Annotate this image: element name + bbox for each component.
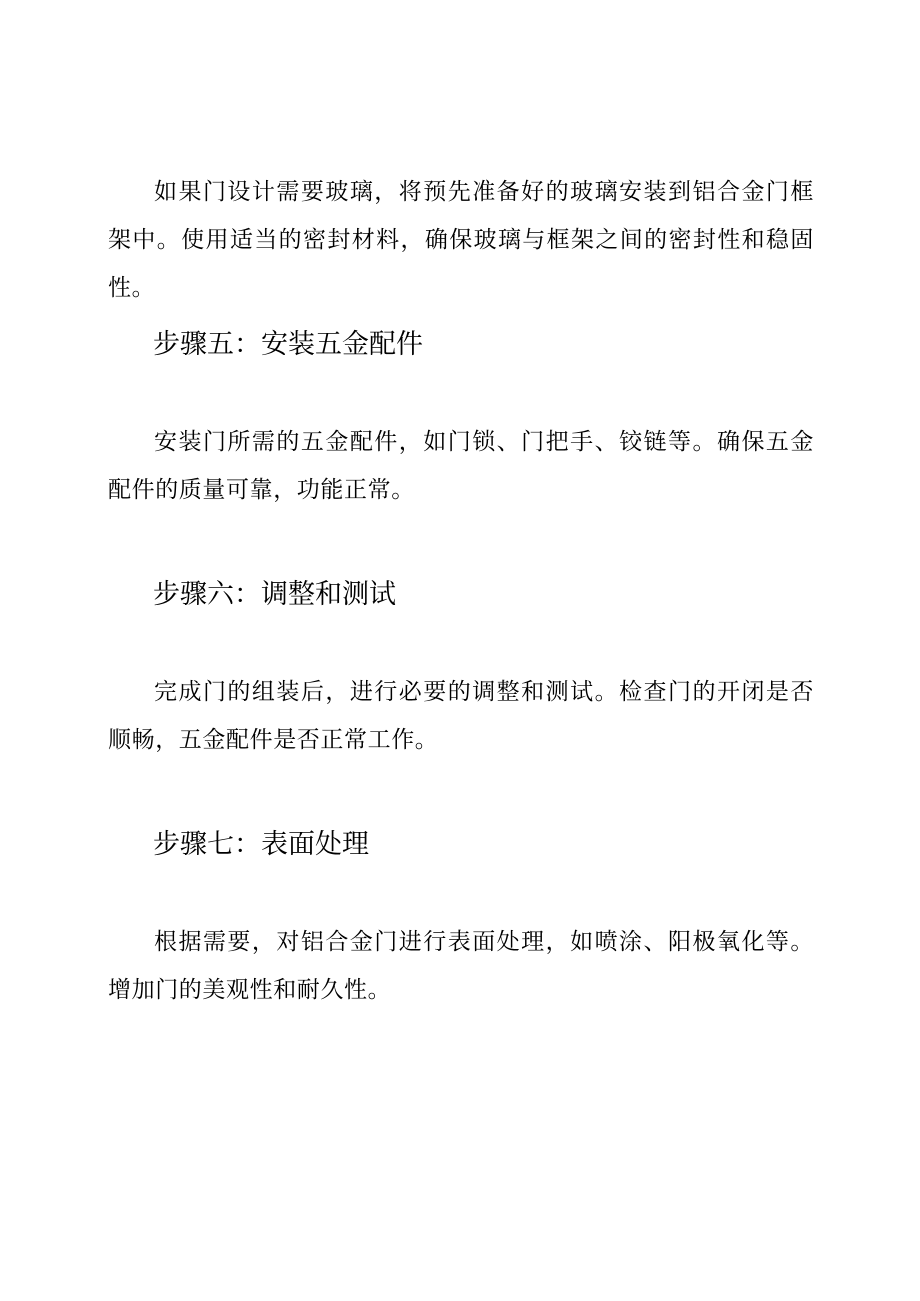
paragraph-step-five: 安装门所需的五金配件，如门锁、门把手、铰链等。确保五金配件的质量可靠，功能正常。 <box>108 429 814 503</box>
heading-step-five: 步骤五：安装五金配件 <box>153 329 423 360</box>
heading-step-six: 步骤六：调整和测试 <box>153 579 396 610</box>
heading-step-seven: 步骤七：表面处理 <box>153 829 369 860</box>
paragraph-step-seven: 根据需要，对铝合金门进行表面处理，如喷涂、阳极氧化等。增加门的美观性和耐久性。 <box>108 929 814 1003</box>
paragraph-step-six: 完成门的组装后，进行必要的调整和测试。检查门的开闭是否顺畅，五金配件是否正常工作。 <box>108 679 814 753</box>
paragraph-glass-installation: 如果门设计需要玻璃，将预先准备好的玻璃安装到铝合金门框架中。使用适当的密封材料，确保玻璃与框架之间的密封性和稳固性。 <box>108 179 814 301</box>
